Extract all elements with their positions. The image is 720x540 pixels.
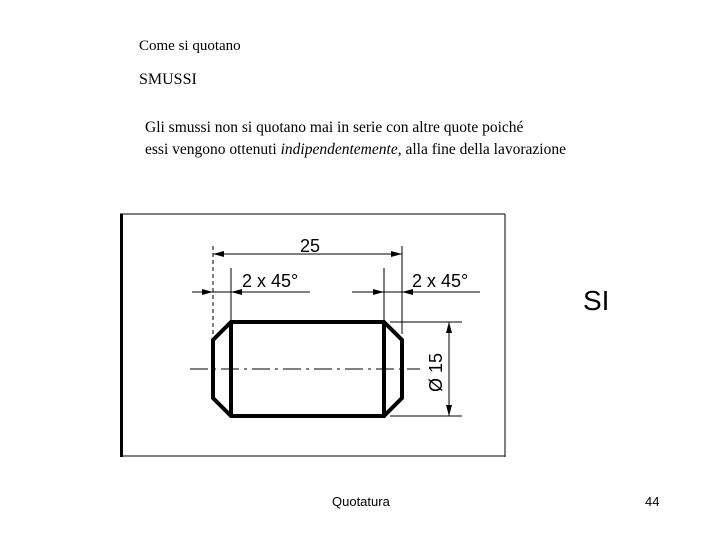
slide-heading: Come si quotano [139, 38, 241, 54]
page-number: 44 [645, 494, 660, 509]
left-chamfer-label: 2 x 45° [242, 271, 299, 291]
right-chamfer-label: 2 x 45° [412, 271, 469, 291]
description-emphasis: indipendentemente [280, 141, 398, 158]
description-line-2-start: essi vengono ottenuti [145, 141, 281, 158]
diameter-label: Ø 15 [426, 352, 446, 392]
verdict-label: SI [583, 285, 610, 316]
technical-drawing [120, 212, 620, 458]
slide-subheading: SMUSSI [139, 71, 197, 88]
length-dimension-label: 25 [300, 236, 321, 256]
description-line-2-end: , alla fine della lavorazione [397, 141, 566, 158]
description-line-1: Gli smussi non si quotano mai in serie con altre quote poiché [145, 119, 524, 136]
description-line-2 [145, 139, 566, 161]
footer-label: Quotatura [332, 494, 390, 509]
description-text [145, 117, 566, 161]
